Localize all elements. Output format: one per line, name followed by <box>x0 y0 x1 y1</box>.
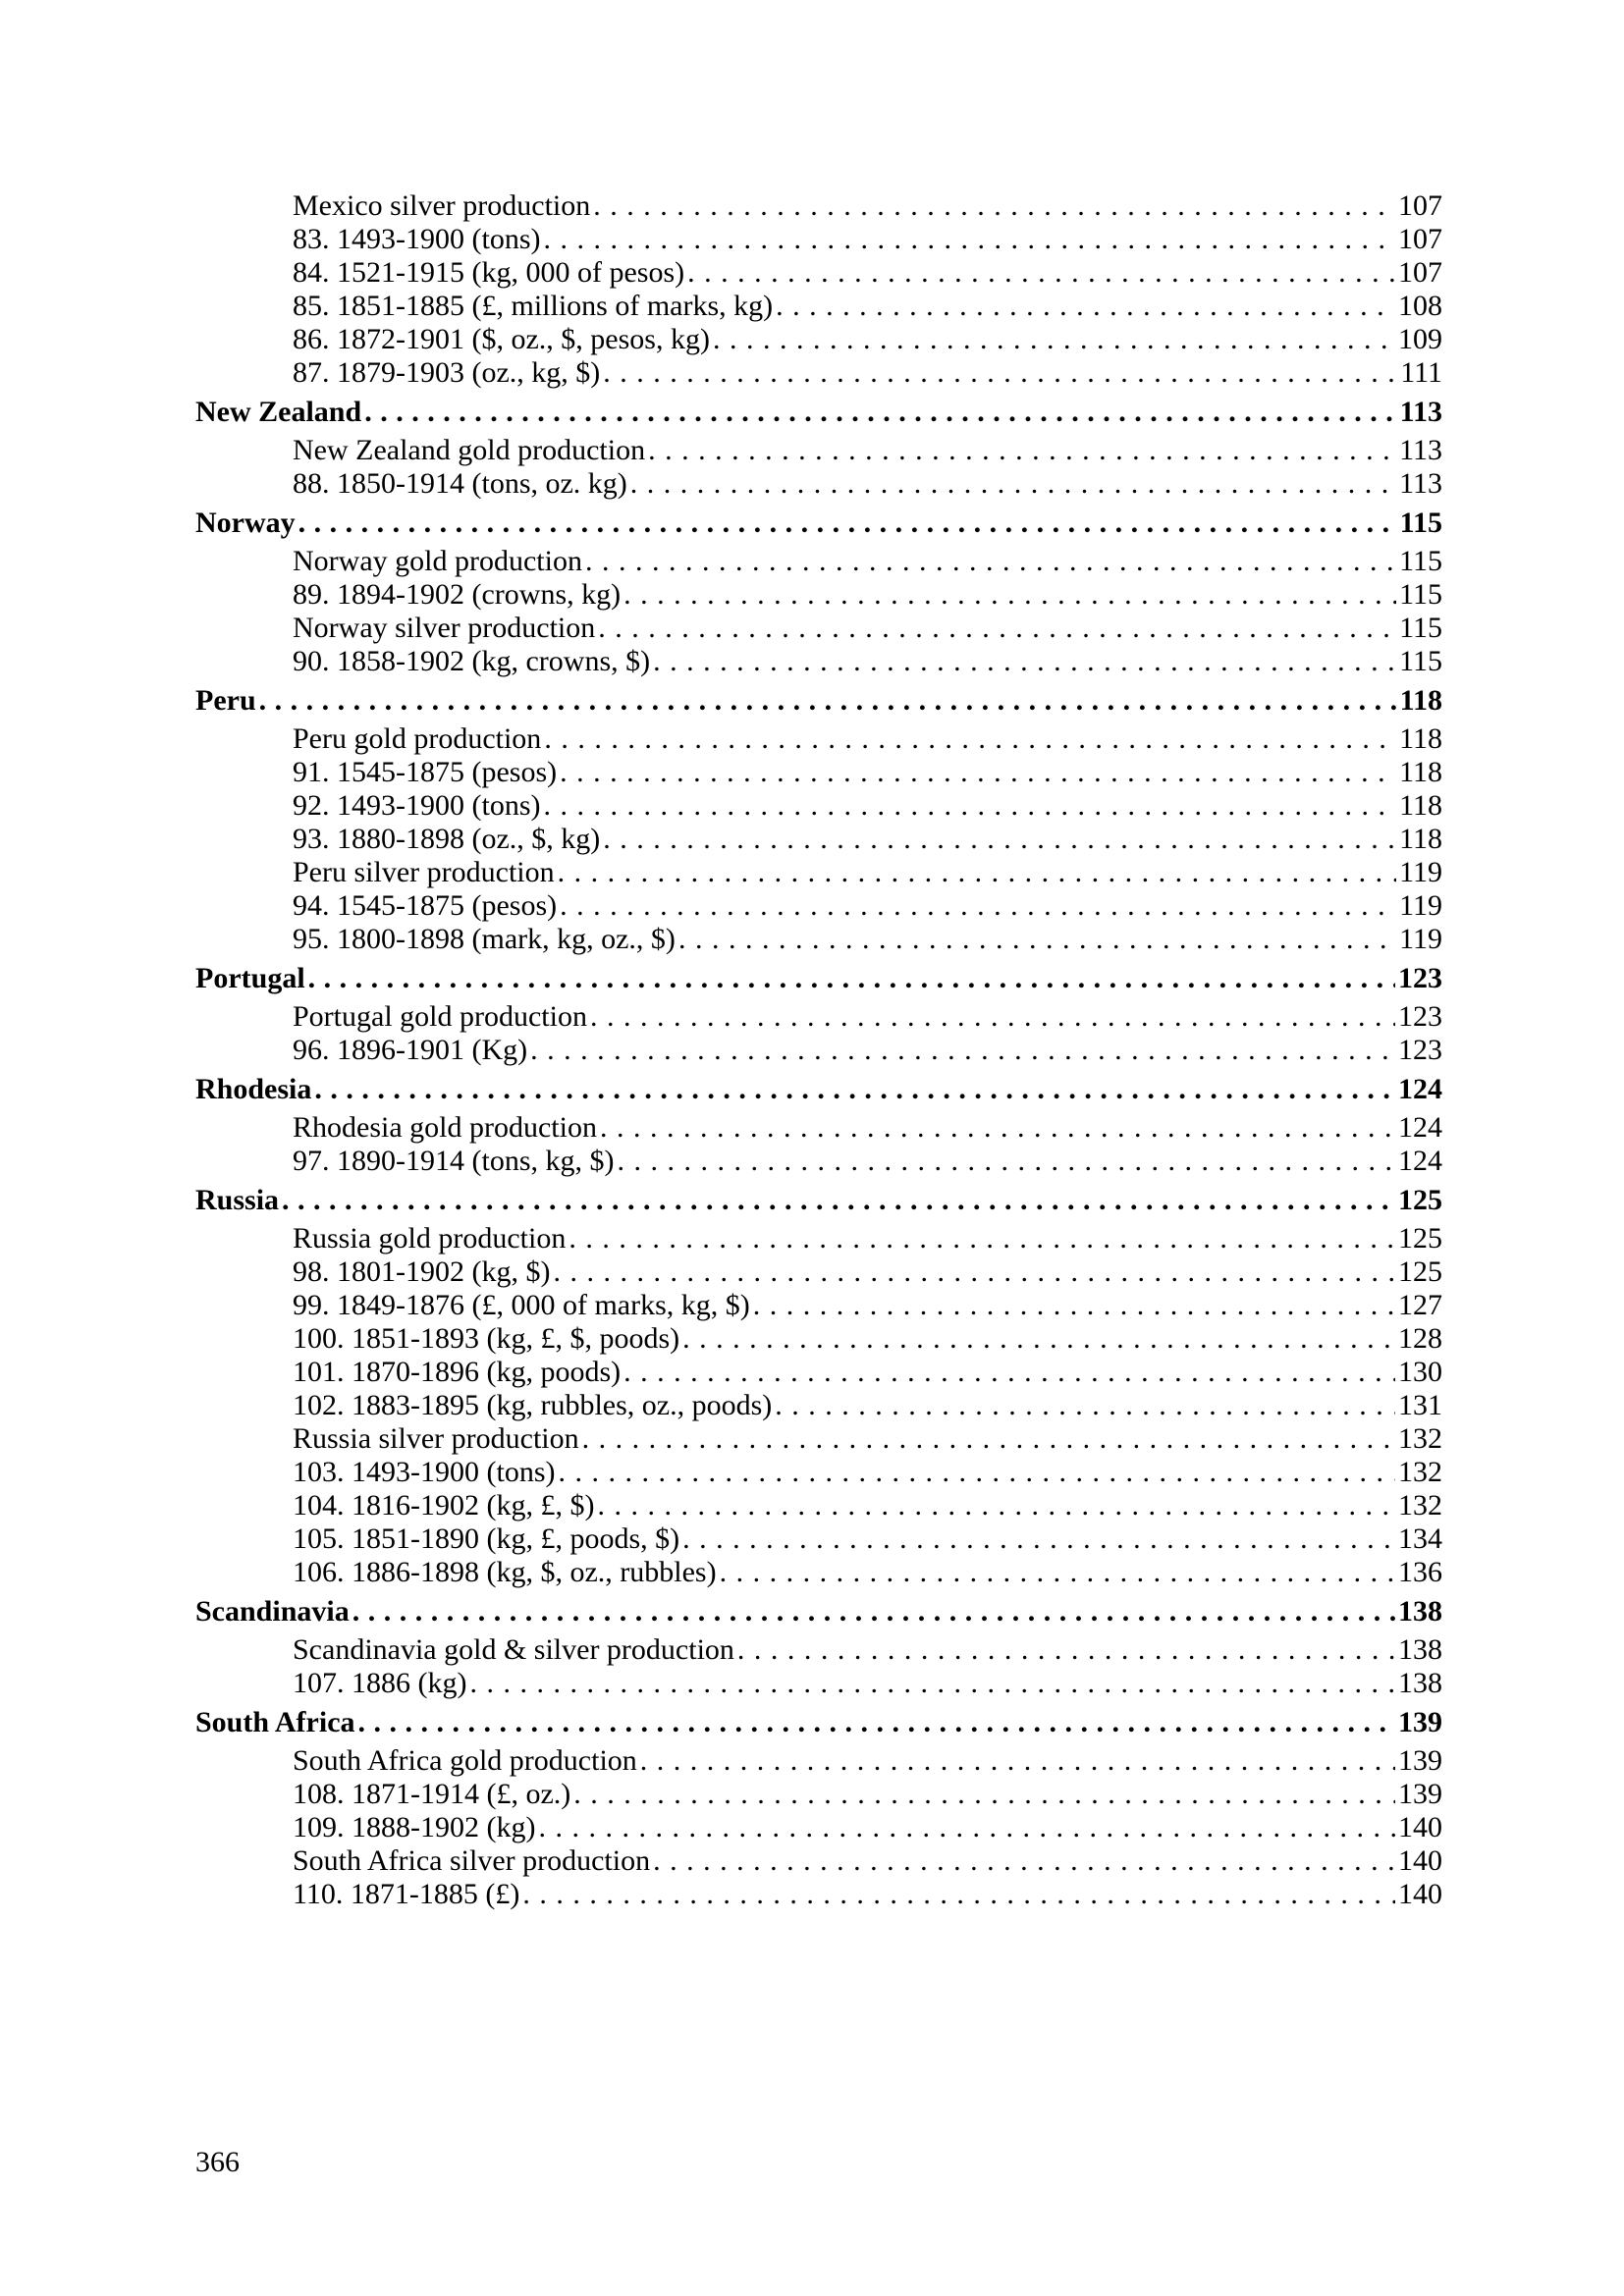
toc-entry <box>195 1322 1442 1356</box>
toc-entry <box>195 923 1442 956</box>
dot-leader <box>653 1844 1395 1878</box>
toc-entry-label: Rhodesia <box>195 1073 312 1105</box>
toc-entry-label: 94. 1545-1875 (pesos) <box>293 889 558 922</box>
toc-entry-label: New Zealand gold production <box>293 434 646 466</box>
toc-entry-label: Norway silver production <box>293 612 596 644</box>
dot-leader <box>640 1744 1395 1778</box>
toc-entry-page: 118 <box>1399 823 1442 855</box>
dot-leader <box>603 356 1397 390</box>
toc-entry <box>195 756 1442 789</box>
dot-leader <box>590 1000 1395 1034</box>
toc-entry-page: 118 <box>1399 684 1442 717</box>
toc-entry <box>195 1878 1442 1911</box>
toc-entry-label: 86. 1872-1901 ($, oz., $, pesos, kg) <box>293 323 710 355</box>
toc-entry-label: 91. 1545-1875 (pesos) <box>293 756 558 788</box>
toc-entry-page: 128 <box>1398 1322 1442 1355</box>
toc-entry <box>195 1456 1442 1489</box>
toc-entry-page: 115 <box>1399 578 1442 611</box>
toc-entry-page: 119 <box>1399 923 1442 955</box>
toc-entry <box>195 1356 1442 1389</box>
toc-entry-label: Mexico silver production <box>293 189 591 222</box>
toc-entry-label: 87. 1879-1903 (oz., kg, $) <box>293 356 601 389</box>
toc-entry <box>195 645 1442 678</box>
toc-entry-page: 127 <box>1398 1289 1442 1321</box>
toc-entry-page: 124 <box>1398 1145 1442 1177</box>
toc-entry-page: 132 <box>1398 1422 1442 1455</box>
toc-entry-page: 113 <box>1399 434 1442 466</box>
dot-leader <box>259 684 1397 718</box>
toc-entry-page: 125 <box>1398 1222 1442 1255</box>
toc-entry <box>195 612 1442 645</box>
toc-entry-page: 107 <box>1398 189 1442 222</box>
dot-leader <box>623 578 1396 612</box>
toc-entry <box>195 856 1442 889</box>
toc-entry <box>195 256 1442 290</box>
dot-leader <box>558 856 1396 889</box>
dot-leader <box>593 189 1395 223</box>
toc-entry-page: 115 <box>1399 545 1442 577</box>
toc-entry <box>195 1034 1442 1067</box>
dot-leader <box>568 1222 1395 1255</box>
toc-entry-label: 103. 1493-1900 (tons) <box>293 1456 556 1488</box>
dot-leader <box>543 789 1396 823</box>
page-number: 366 <box>195 2146 240 2178</box>
toc-entry <box>195 1000 1442 1034</box>
toc-entry-page: 123 <box>1398 1000 1442 1033</box>
toc-entry-label: 92. 1493-1900 (tons) <box>293 789 541 822</box>
toc-section-heading <box>195 1706 1442 1739</box>
dot-leader <box>573 1778 1395 1811</box>
toc-entry-page: 125 <box>1398 1255 1442 1288</box>
toc-entry-label: 97. 1890-1914 (tons, kg, $) <box>293 1145 615 1177</box>
toc-entry-label: 105. 1851-1890 (kg, £, poods, $) <box>293 1522 680 1555</box>
toc-entry-label: Peru silver production <box>293 856 555 888</box>
dot-leader <box>598 612 1396 645</box>
toc-entry-page: 125 <box>1398 1184 1442 1216</box>
toc-entry <box>195 789 1442 823</box>
dot-leader <box>713 323 1395 356</box>
toc-entry-page: 124 <box>1398 1111 1442 1144</box>
toc-entry-label: 99. 1849-1876 (£, 000 of marks, kg, $) <box>293 1289 750 1321</box>
toc-entry-page: 123 <box>1398 1034 1442 1066</box>
dot-leader <box>682 1322 1395 1356</box>
toc-section-heading <box>195 1184 1442 1217</box>
dot-leader <box>358 1706 1395 1739</box>
toc-entry-label: 88. 1850-1914 (tons, oz. kg) <box>293 467 627 500</box>
dot-leader <box>623 1356 1395 1389</box>
toc-entry <box>195 1633 1442 1667</box>
dot-leader <box>653 645 1396 678</box>
toc-section-heading <box>195 1595 1442 1629</box>
dot-leader <box>585 545 1396 578</box>
toc-entry-label: Russia <box>195 1184 280 1216</box>
toc-entry-label: 107. 1886 (kg) <box>293 1667 467 1699</box>
dot-leader <box>282 1184 1395 1217</box>
toc-entry-label: 110. 1871-1885 (£) <box>293 1878 520 1910</box>
dot-leader <box>737 1633 1395 1667</box>
toc-entry <box>195 889 1442 923</box>
toc-entry-label: Peru gold production <box>293 722 542 755</box>
toc-section-heading <box>195 962 1442 995</box>
toc-entry-page: 111 <box>1400 356 1442 389</box>
dot-leader <box>597 1489 1395 1522</box>
table-of-contents <box>195 189 1442 1911</box>
toc-entry-label: Norway <box>195 507 296 539</box>
dot-leader <box>308 962 1395 995</box>
toc-entry <box>195 1289 1442 1322</box>
toc-entry-page: 113 <box>1399 467 1442 500</box>
toc-entry-label: Russia silver production <box>293 1422 579 1455</box>
toc-entry <box>195 1389 1442 1422</box>
dot-leader <box>530 1034 1395 1067</box>
dot-leader <box>600 1111 1395 1145</box>
dot-leader <box>543 223 1395 256</box>
toc-entry-label: 90. 1858-1902 (kg, crowns, $) <box>293 645 651 677</box>
dot-leader <box>314 1073 1395 1106</box>
toc-entry-page: 140 <box>1398 1811 1442 1843</box>
dot-leader <box>538 1811 1395 1844</box>
toc-entry <box>195 1667 1442 1700</box>
toc-entry-page: 136 <box>1398 1556 1442 1588</box>
toc-entry-page: 134 <box>1398 1522 1442 1555</box>
toc-entry <box>195 1522 1442 1556</box>
dot-leader <box>720 1556 1395 1589</box>
toc-entry-label: 101. 1870-1896 (kg, poods) <box>293 1356 622 1388</box>
toc-section-heading <box>195 396 1442 429</box>
dot-leader <box>753 1289 1395 1322</box>
dot-leader <box>687 256 1395 290</box>
toc-entry <box>195 1422 1442 1456</box>
toc-entry-page: 131 <box>1398 1389 1442 1421</box>
toc-entry-page: 115 <box>1399 645 1442 677</box>
toc-entry <box>195 1744 1442 1778</box>
dot-leader <box>352 1595 1395 1629</box>
toc-entry <box>195 1255 1442 1289</box>
toc-entry <box>195 1145 1442 1178</box>
dot-leader <box>603 823 1396 856</box>
toc-entry <box>195 1111 1442 1145</box>
toc-entry-label: 106. 1886-1898 (kg, $, oz., rubbles) <box>293 1556 717 1588</box>
dot-leader <box>582 1422 1395 1456</box>
toc-entry-page: 119 <box>1399 856 1442 888</box>
toc-entry-page: 132 <box>1398 1456 1442 1488</box>
toc-entry-label: Portugal <box>195 962 305 994</box>
toc-section-heading <box>195 1073 1442 1106</box>
toc-entry-page: 115 <box>1399 612 1442 644</box>
toc-entry <box>195 1556 1442 1589</box>
toc-entry <box>195 1489 1442 1522</box>
toc-entry-page: 115 <box>1399 507 1442 539</box>
dot-leader <box>544 722 1396 756</box>
dot-leader <box>617 1145 1395 1178</box>
toc-section-heading <box>195 684 1442 718</box>
toc-entry-page: 118 <box>1399 789 1442 822</box>
toc-entry-page: 132 <box>1398 1489 1442 1522</box>
toc-entry <box>195 823 1442 856</box>
toc-entry-label: Norway gold production <box>293 545 582 577</box>
toc-entry-label: 109. 1888-1902 (kg) <box>293 1811 536 1843</box>
toc-entry-label: Scandinavia gold & silver production <box>293 1633 734 1666</box>
dot-leader <box>553 1255 1395 1289</box>
toc-entry <box>195 356 1442 390</box>
toc-entry-label: Rhodesia gold production <box>293 1111 597 1144</box>
dot-leader <box>678 923 1396 956</box>
toc-entry <box>195 1844 1442 1878</box>
dot-leader <box>560 889 1396 923</box>
toc-entry <box>195 434 1442 467</box>
toc-entry-page: 109 <box>1398 323 1442 355</box>
toc-entry <box>195 467 1442 501</box>
toc-entry <box>195 323 1442 356</box>
toc-entry-page: 118 <box>1399 756 1442 788</box>
toc-entry-page: 138 <box>1398 1595 1442 1628</box>
toc-entry-label: Russia gold production <box>293 1222 567 1255</box>
toc-entry-page: 130 <box>1398 1356 1442 1388</box>
toc-entry-label: 108. 1871-1914 (£, oz.) <box>293 1778 571 1810</box>
toc-entry-label: South Africa <box>195 1706 355 1738</box>
toc-entry-page: 124 <box>1398 1073 1442 1105</box>
toc-entry-page: 139 <box>1398 1744 1442 1777</box>
toc-section-heading <box>195 507 1442 540</box>
toc-entry-page: 140 <box>1398 1844 1442 1877</box>
toc-entry-label: Peru <box>195 684 256 717</box>
toc-entry-page: 138 <box>1398 1633 1442 1666</box>
dot-leader <box>298 507 1397 540</box>
toc-entry-label: 102. 1883-1895 (kg, rubbles, oz., poods) <box>293 1389 773 1421</box>
toc-entry-label: 93. 1880-1898 (oz., $, kg) <box>293 823 601 855</box>
toc-entry-label: Scandinavia <box>195 1595 350 1628</box>
toc-entry <box>195 1222 1442 1255</box>
dot-leader <box>630 467 1396 501</box>
toc-entry-page: 119 <box>1399 889 1442 922</box>
dot-leader <box>776 290 1395 323</box>
toc-entry <box>195 545 1442 578</box>
toc-entry-label: 84. 1521-1915 (kg, 000 of pesos) <box>293 256 685 289</box>
toc-entry-page: 123 <box>1398 962 1442 994</box>
toc-entry-page: 138 <box>1398 1667 1442 1699</box>
toc-entry-page: 118 <box>1399 722 1442 755</box>
toc-entry <box>195 290 1442 323</box>
toc-entry-label: South Africa silver production <box>293 1844 651 1877</box>
toc-entry <box>195 1811 1442 1844</box>
dot-leader <box>560 756 1396 789</box>
dot-leader <box>522 1878 1395 1911</box>
toc-entry-label: Portugal gold production <box>293 1000 587 1033</box>
toc-entry <box>195 223 1442 256</box>
toc-entry-page: 140 <box>1398 1878 1442 1910</box>
toc-entry-label: South Africa gold production <box>293 1744 637 1777</box>
toc-entry <box>195 189 1442 223</box>
dot-leader <box>682 1522 1395 1556</box>
toc-entry-page: 139 <box>1398 1706 1442 1738</box>
toc-entry-page: 139 <box>1398 1778 1442 1810</box>
toc-entry-page: 107 <box>1398 223 1442 255</box>
toc-entry-label: 83. 1493-1900 (tons) <box>293 223 541 255</box>
toc-entry-label: 104. 1816-1902 (kg, £, $) <box>293 1489 595 1522</box>
toc-entry-label: 95. 1800-1898 (mark, kg, oz., $) <box>293 923 676 955</box>
toc-entry-page: 113 <box>1399 396 1442 428</box>
toc-entry-label: 89. 1894-1902 (crowns, kg) <box>293 578 622 611</box>
toc-entry <box>195 578 1442 612</box>
toc-entry-label: New Zealand <box>195 396 362 428</box>
toc-entry <box>195 722 1442 756</box>
toc-entry-page: 107 <box>1398 256 1442 289</box>
dot-leader <box>558 1456 1395 1489</box>
dot-leader <box>648 434 1396 467</box>
dot-leader <box>775 1389 1395 1422</box>
toc-entry-label: 85. 1851-1885 (£, millions of marks, kg) <box>293 290 774 322</box>
toc-entry-label: 96. 1896-1901 (Kg) <box>293 1034 528 1066</box>
dot-leader <box>364 396 1396 429</box>
dot-leader <box>469 1667 1395 1700</box>
toc-entry-page: 108 <box>1398 290 1442 322</box>
toc-entry-label: 100. 1851-1893 (kg, £, $, poods) <box>293 1322 680 1355</box>
toc-entry-label: 98. 1801-1902 (kg, $) <box>293 1255 551 1288</box>
toc-entry <box>195 1778 1442 1811</box>
